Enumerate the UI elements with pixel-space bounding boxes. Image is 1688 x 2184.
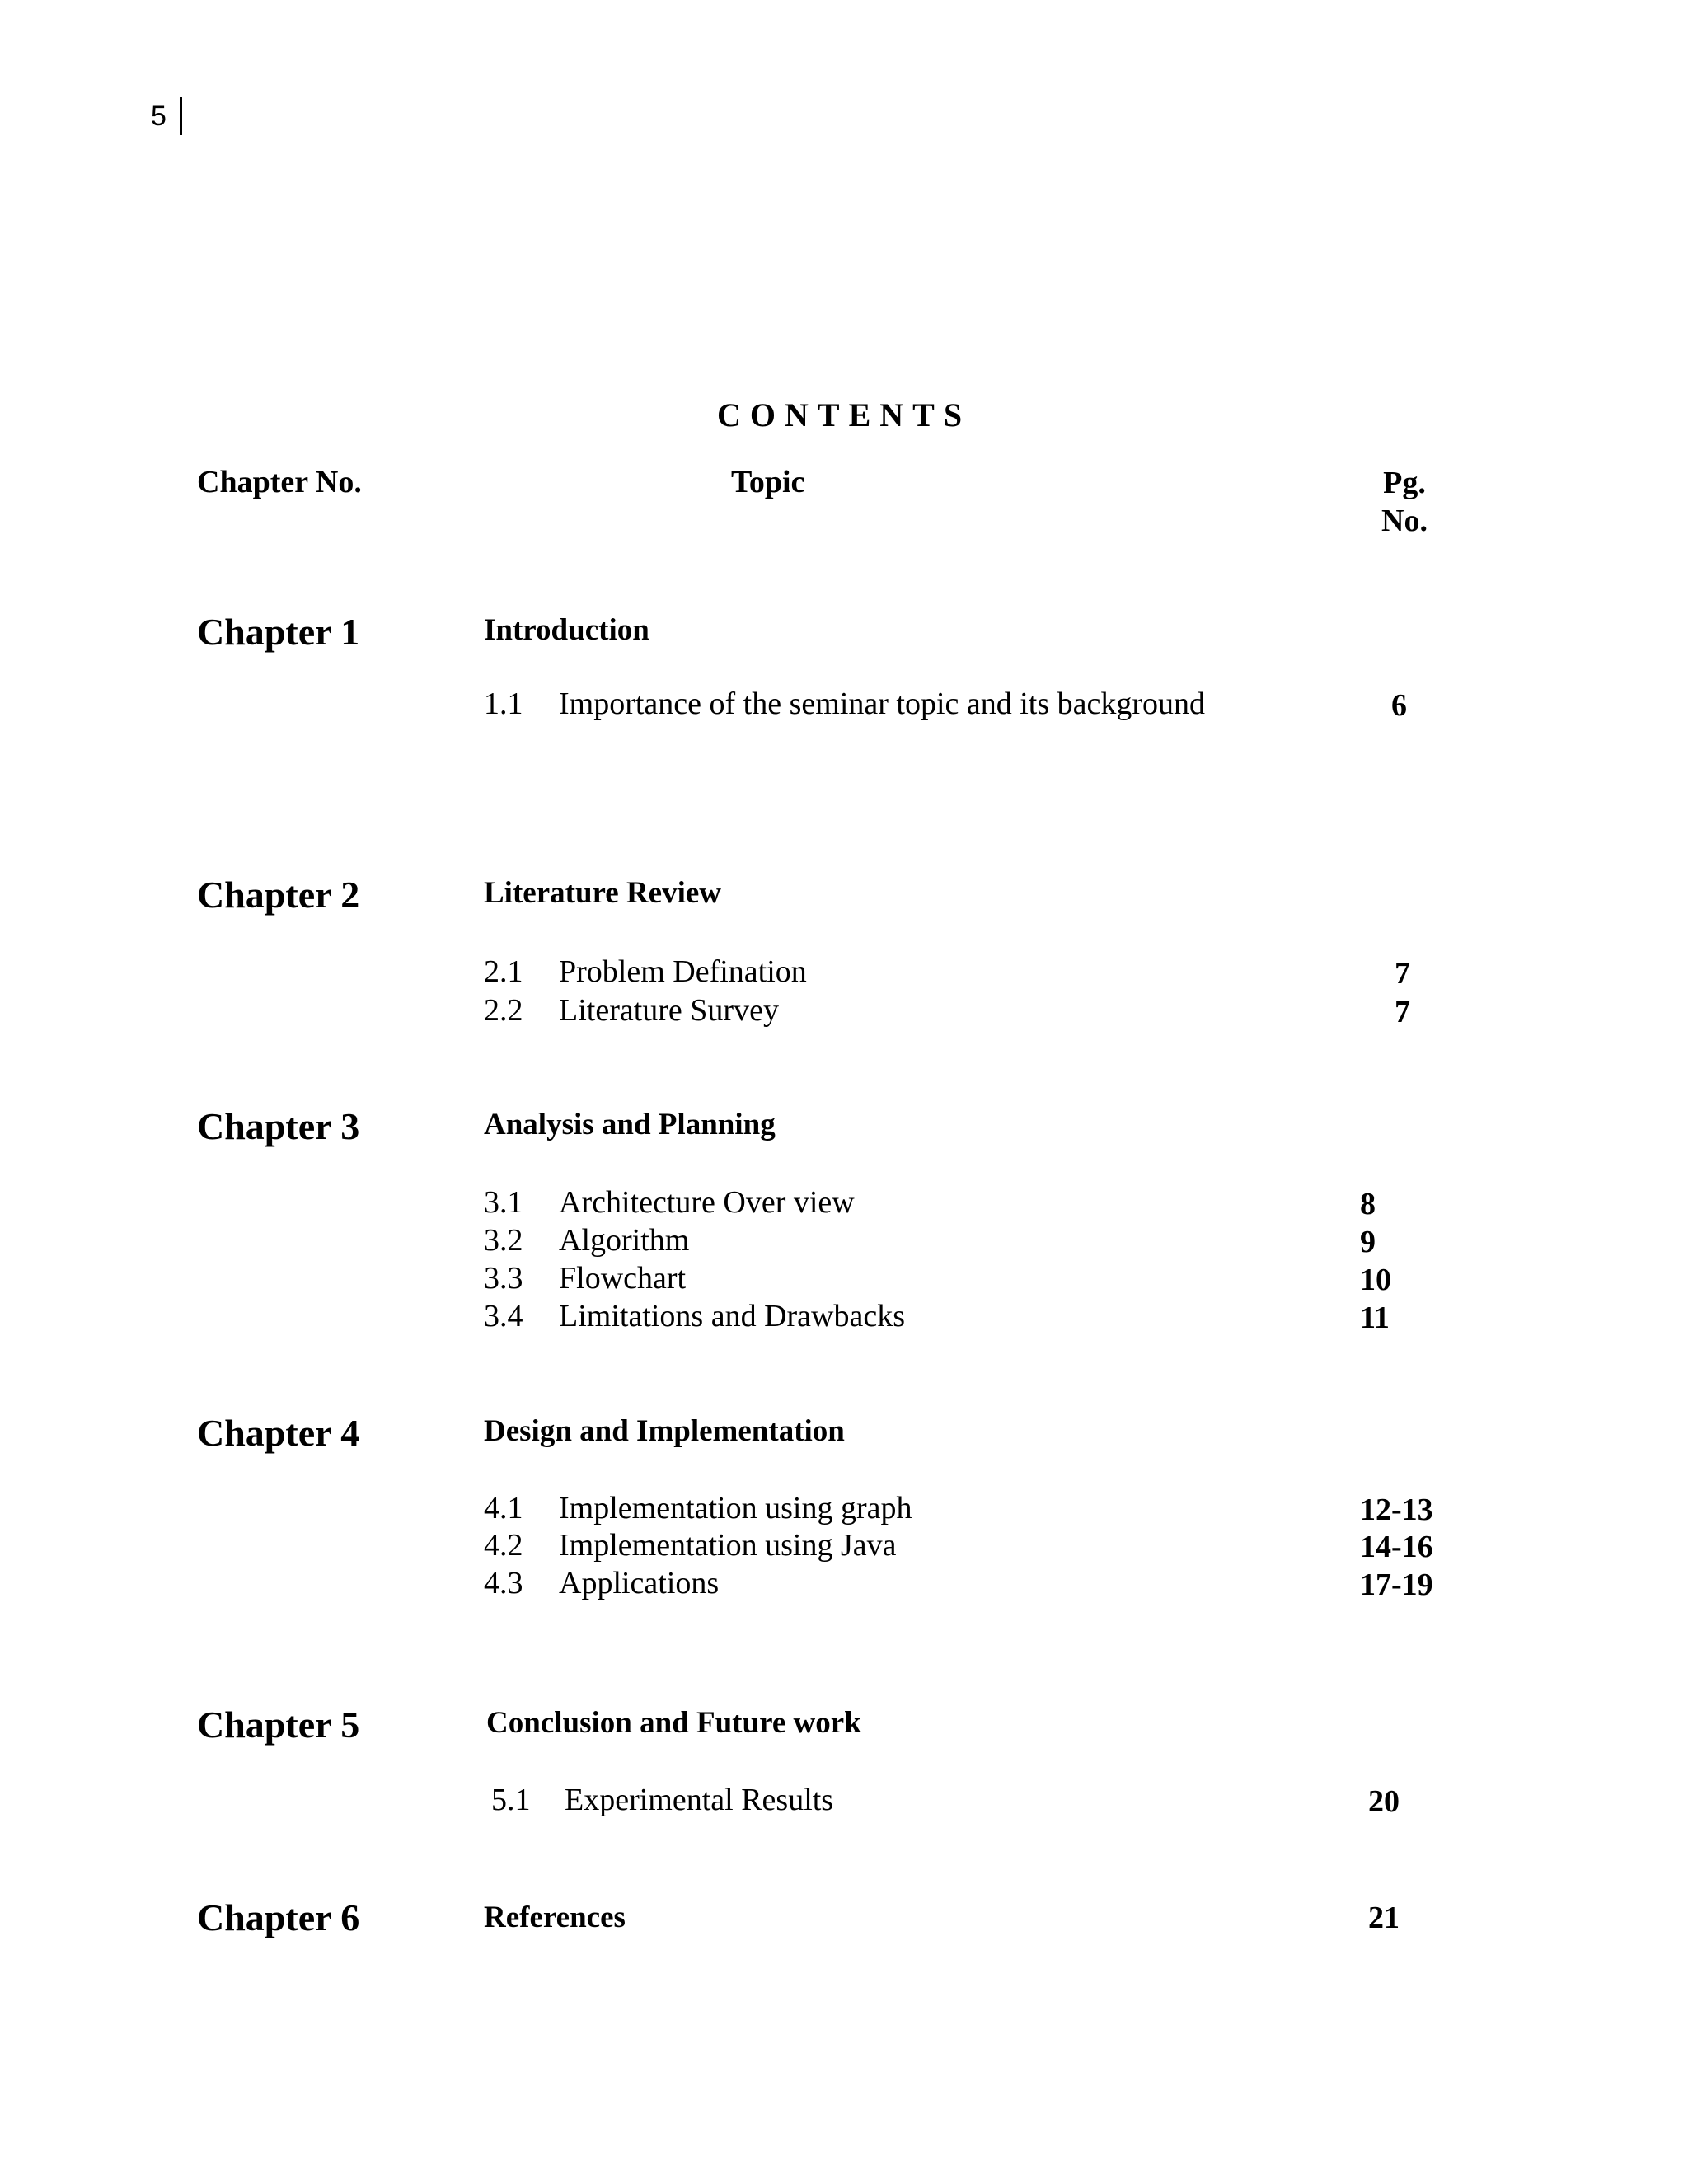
chapter-title: Conclusion and Future work: [486, 1706, 861, 1740]
toc-entry-number: 2.2: [484, 993, 523, 1028]
chapter-title: Analysis and Planning: [484, 1108, 776, 1141]
toc-entry-page: 21: [1368, 1900, 1400, 1935]
toc-entry-page: 10: [1360, 1263, 1391, 1297]
column-header-topic: Topic: [731, 465, 805, 499]
toc-entry-number: 3.3: [484, 1261, 523, 1296]
page-number: 5: [151, 101, 166, 132]
toc-entry-page: 7: [1395, 956, 1410, 991]
toc-entry-page: 20: [1368, 1784, 1400, 1819]
chapter-label: Chapter 2: [197, 874, 360, 916]
toc-entry-number: 3.2: [484, 1223, 523, 1258]
column-header-page-line1: Pg.: [1383, 466, 1426, 500]
column-header-chapter: Chapter No.: [197, 465, 362, 499]
toc-entry-page: 12-13: [1360, 1493, 1433, 1527]
toc-entry-text: Problem Defination: [559, 954, 807, 989]
toc-entry-text: Implementation using Java: [559, 1528, 897, 1563]
toc-entry-text: Algorithm: [559, 1223, 690, 1258]
chapter-title: Literature Review: [484, 876, 722, 910]
column-header-page: [1380, 464, 1429, 540]
toc-entry-page: 6: [1391, 688, 1407, 723]
toc-entry-page: 7: [1395, 995, 1410, 1029]
chapter-label: Chapter 3: [197, 1105, 360, 1147]
column-header-page-line2: No.: [1381, 504, 1428, 538]
toc-entry-page: 14-16: [1360, 1530, 1433, 1564]
chapter-title: Design and Implementation: [484, 1414, 845, 1448]
toc-entry-number: 4.1: [484, 1491, 523, 1526]
chapter-label: Chapter 5: [197, 1704, 360, 1746]
toc-entry-text: Architecture Over view: [559, 1185, 855, 1220]
chapter-label: Chapter 4: [197, 1412, 360, 1454]
toc-entry-page: 8: [1360, 1187, 1376, 1221]
page-number-divider: [180, 97, 182, 135]
toc-entry-number: 5.1: [491, 1783, 531, 1817]
contents-title: CONTENTS: [717, 396, 972, 434]
toc-entry-page: 9: [1360, 1225, 1376, 1259]
toc-entry-text: Limitations and Drawbacks: [559, 1299, 906, 1333]
toc-entry-text: Importance of the seminar topic and its background: [559, 687, 1206, 721]
chapter-title: Introduction: [484, 613, 649, 647]
toc-entry-number: 1.1: [484, 687, 523, 721]
toc-entry-text: Applications: [559, 1566, 720, 1601]
toc-entry-page: 11: [1360, 1301, 1390, 1335]
chapter-title: References: [484, 1900, 626, 1934]
toc-entry-page: 17-19: [1360, 1568, 1433, 1602]
toc-entry-number: 4.2: [484, 1528, 523, 1563]
toc-entry-text: Experimental Results: [565, 1783, 834, 1817]
toc-entry-text: Flowchart: [559, 1261, 687, 1296]
toc-entry-text: Implementation using graph: [559, 1491, 912, 1526]
toc-entry-number: 2.1: [484, 954, 523, 989]
chapter-label: Chapter 6: [197, 1896, 360, 1938]
toc-entry-number: 4.3: [484, 1566, 523, 1601]
toc-entry-text: Literature Survey: [559, 993, 779, 1028]
toc-entry-number: 3.4: [484, 1299, 523, 1333]
chapter-label: Chapter 1: [197, 611, 360, 653]
toc-entry-number: 3.1: [484, 1185, 523, 1220]
